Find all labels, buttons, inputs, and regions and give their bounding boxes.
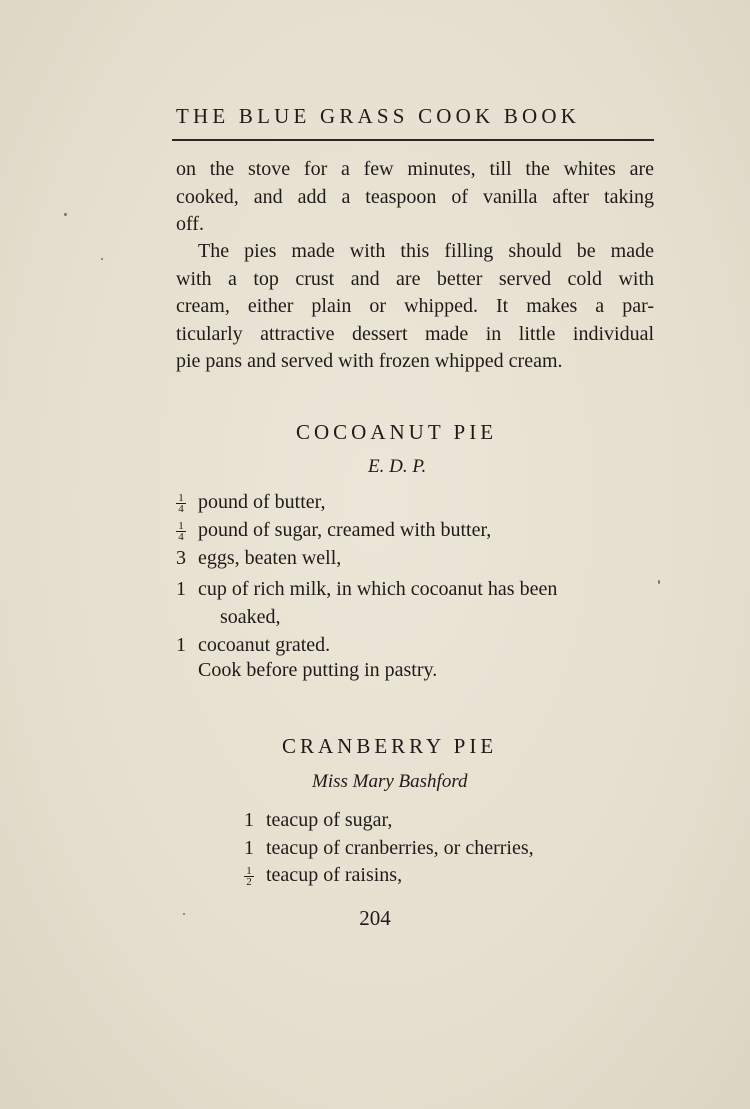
ingredient-continuation: soaked, xyxy=(220,606,281,628)
serving-paragraph xyxy=(176,238,654,376)
intro-paragraph xyxy=(176,156,654,239)
text-line: on the stove for a few minutes, till the whites are xyxy=(176,158,654,180)
running-head: THE BLUE GRASS COOK BOOK xyxy=(176,104,581,128)
recipe-title-cocoanut-pie: COCOANUT PIE xyxy=(296,420,498,444)
recipe-title-cranberry-pie: CRANBERRY PIE xyxy=(282,734,498,758)
fraction: $\frac{1}{4}$ xyxy=(176,493,186,514)
ingredient-line: 1 teacup of cranberries, or cherries, xyxy=(244,837,534,859)
ingredient-line: 3 eggs, beaten well, xyxy=(176,547,342,569)
recipe-instruction: Cook before putting in pastry. xyxy=(198,659,438,681)
ingredient-line: 1 cocoanut grated. xyxy=(176,634,331,656)
text-line: cream, either plain or whipped. It makes a par- xyxy=(176,295,654,317)
header-rule xyxy=(172,139,654,141)
fraction: $\frac{1}{2}$ xyxy=(244,866,254,887)
text-line: off. xyxy=(176,213,204,235)
text-line: ticularly attractive dessert made in little individual xyxy=(176,322,654,345)
ingredient-line: $\frac{1}{2}$ teacup of raisins, xyxy=(244,862,402,889)
text-line: The pies made with this filling should be made xyxy=(198,240,654,262)
paper-speck xyxy=(101,258,103,260)
ingredient-line: 1 teacup of sugar, xyxy=(244,809,393,831)
paper-speck xyxy=(183,913,185,915)
paper-speck xyxy=(64,213,67,216)
text-line: pie pans and served with frozen whipped cream. xyxy=(176,350,563,372)
ingredient-line: $\frac{1}{4}$ pound of butter, xyxy=(176,489,326,516)
text-line: cooked, and add a teaspoon of vanilla after taking xyxy=(176,185,654,208)
ingredient-line: 1 cup of rich milk, in which cocoanut has been xyxy=(176,578,558,600)
recipe-author: E. D. P. xyxy=(368,456,427,477)
recipe-author: Miss Mary Bashford xyxy=(312,771,468,792)
text-line: with a top crust and are better served cold with xyxy=(176,267,654,290)
fraction: $\frac{1}{4}$ xyxy=(176,521,186,542)
paper-speck xyxy=(658,580,660,584)
ingredient-line: $\frac{1}{4}$ pound of sugar, creamed with butter, xyxy=(176,517,491,544)
page-number: 204 xyxy=(359,906,391,930)
